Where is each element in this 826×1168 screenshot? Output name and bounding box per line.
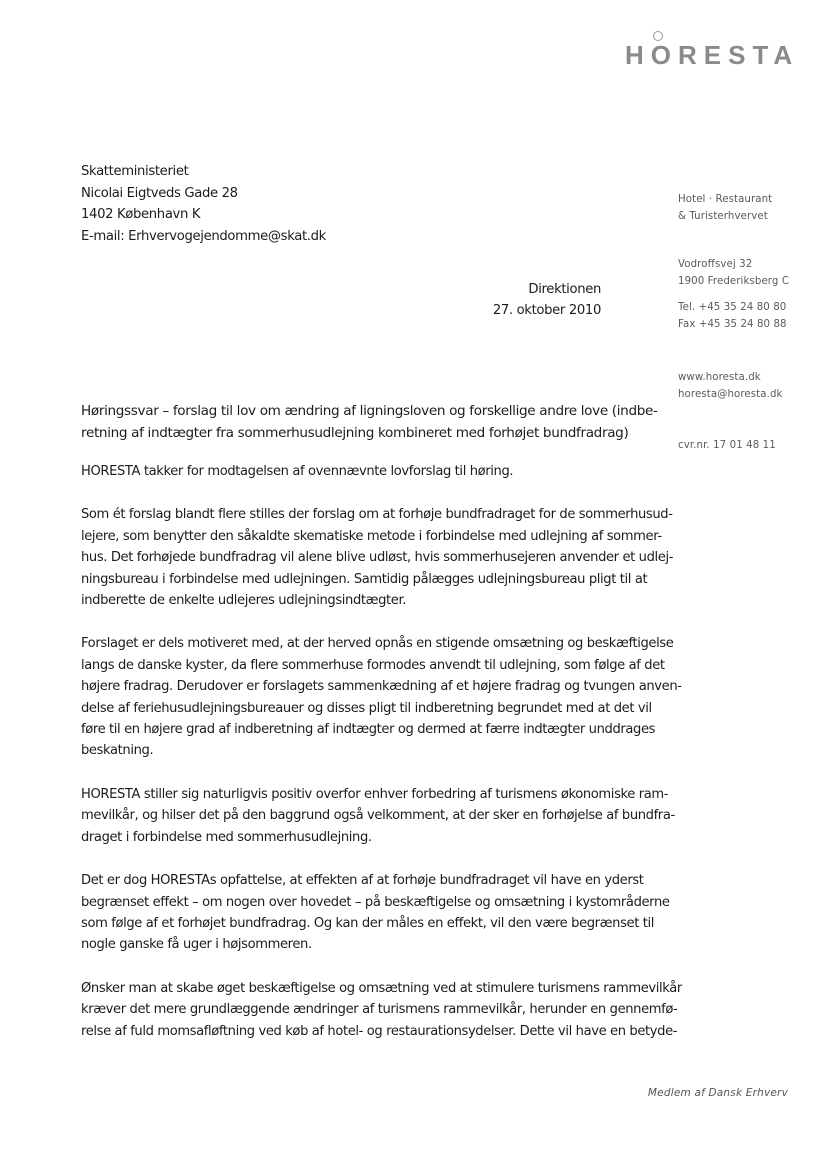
- addressee-line: 1402 København K: [81, 207, 201, 222]
- sidebar-company: [678, 192, 789, 225]
- body-line: Som ét forslag blandt flere stilles der forslag om at forhøje bundfradraget for de sommerhusud-: [81, 507, 673, 523]
- body-line: mevilkår, og hilser det på den baggrund også velkomment, at der sker en forhøjelse af bundfra-: [81, 808, 675, 824]
- sidebar-line: Vodroffsvej 32: [678, 259, 753, 270]
- logo-text-resta: RESTA: [678, 40, 800, 70]
- body-line: Forslaget er dels motiveret med, at der herved opnås en stigende omsætning og beskæftigelse: [81, 636, 674, 652]
- sidebar-line: Hotel · Restaurant: [678, 194, 773, 205]
- body-line: draget i forbindelse med sommerhusudlejning.: [81, 829, 372, 845]
- addressee-email: E-mail: Erhvervogejendomme@skat.dk: [81, 228, 326, 244]
- body-line: som følge af et forhøjet bundfradrag. Og kan der måles en effekt, vil den være begrænset til: [81, 915, 654, 931]
- body-line: lejere, som benytter den såkaldte skematiske metode i forbindelse med udlejning af sommer-: [81, 528, 662, 544]
- body-line: Ønsker man at skabe øget beskæftigelse og omsætning ved at stimulere turismens rammevilkår: [81, 980, 682, 996]
- body-paragraph: [81, 978, 682, 1042]
- subject-line: Høringssvar – forslag til lov om ændring af ligningsloven og forskellige andre love (indbe-: [81, 403, 658, 419]
- sidebar-line: 1900 Frederiksberg C: [678, 275, 790, 287]
- body-paragraph: [81, 504, 674, 611]
- body-line: hus. Det forhøjede bundfradrag vil alene blive udløst, hvis sommerhusejeren anvender et udlej-: [81, 550, 674, 566]
- sidebar-line: Fax +45 35 24 80 88: [678, 318, 787, 330]
- sidebar-address: [678, 257, 789, 290]
- body-line: indberette de enkelte udlejeres udlejningsindtægter.: [81, 593, 407, 609]
- body-line: HORESTA takker for modtagelsen af ovennævnte lovforslag til høring.: [81, 464, 514, 479]
- body-paragraph: [81, 870, 670, 956]
- letter-date: 27. oktober 2010: [492, 303, 601, 318]
- addressee-line: Nicolai Eigtveds Gade 28: [81, 185, 238, 201]
- horesta-logo: [625, 40, 799, 71]
- letter-body: [81, 461, 682, 1064]
- footer-membership: Medlem af Dansk Erhverv: [647, 1087, 788, 1099]
- letter-subject: [81, 400, 658, 444]
- body-line: kræver det mere grundlæggende ændringer af turismens rammevilkår, herunder en gennemfø-: [81, 1002, 678, 1018]
- body-line: ningsbureau i forbindelse med udlejningen. Samtidig pålægges udlejningsbureau pligt til at: [81, 571, 648, 587]
- sender-department-block: [493, 279, 601, 321]
- body-line: beskatning.: [81, 743, 154, 759]
- sidebar-line: Tel. +45 35 24 80 80: [678, 302, 787, 313]
- sidebar-website: www.horesta.dk: [678, 372, 761, 383]
- sidebar-contact-info: [678, 192, 789, 455]
- body-paragraph: [81, 633, 682, 761]
- body-line: Det er dog HORESTAs opfattelse, at effekten af at forhøje bundfradraget vil have en yderst: [81, 873, 644, 889]
- sidebar-cvr: cvr.nr. 17 01 48 11: [678, 440, 776, 451]
- sidebar-phone: [678, 300, 789, 333]
- body-line: nogle ganske få uger i højsommeren.: [81, 937, 312, 953]
- addressee-line: Skatteministeriet: [81, 164, 189, 179]
- body-line: relse af fuld momsafløftning ved køb af hotel- og restaurationsydelser. Dette vil have en betyde-: [81, 1023, 678, 1039]
- addressee-block: [81, 161, 326, 247]
- body-line: langs de danske kyster, da flere sommerhuse formodes anvendt til udlejning, som følge af det: [81, 657, 665, 673]
- sidebar-line: & Turisterhvervet: [678, 210, 768, 222]
- logo-text-h: H: [625, 40, 651, 70]
- body-line: højere fradrag. Derudover er forslagets sammenkædning af et højere fradrag og tvungen anven-: [81, 679, 682, 695]
- body-paragraph: [81, 461, 606, 482]
- sidebar-email: horesta@horesta.dk: [678, 388, 783, 400]
- department-name: Direktionen: [528, 282, 601, 297]
- body-line: føre til en højere grad af indberetning af indtægter og dermed at færre indtægter unddrages: [81, 722, 656, 738]
- body-paragraph: [81, 784, 675, 848]
- subject-line: retning af indtægter fra sommerhusudlejning kombineret med forhøjet bundfradrag): [81, 425, 629, 441]
- body-line: HORESTA stiller sig naturligvis positiv overfor enhver forbedring af turismens økonomiske ram-: [81, 786, 669, 802]
- body-line: delse af feriehusudlejningsbureauer og disses pligt til indberetning begrundet med at det vil: [81, 700, 652, 716]
- body-line: begrænset effekt – om nogen over hovedet – på beskæftigelse og omsætning i kystområderne: [81, 894, 670, 910]
- logo-text-o: O: [650, 40, 679, 70]
- sidebar-web: [678, 370, 789, 403]
